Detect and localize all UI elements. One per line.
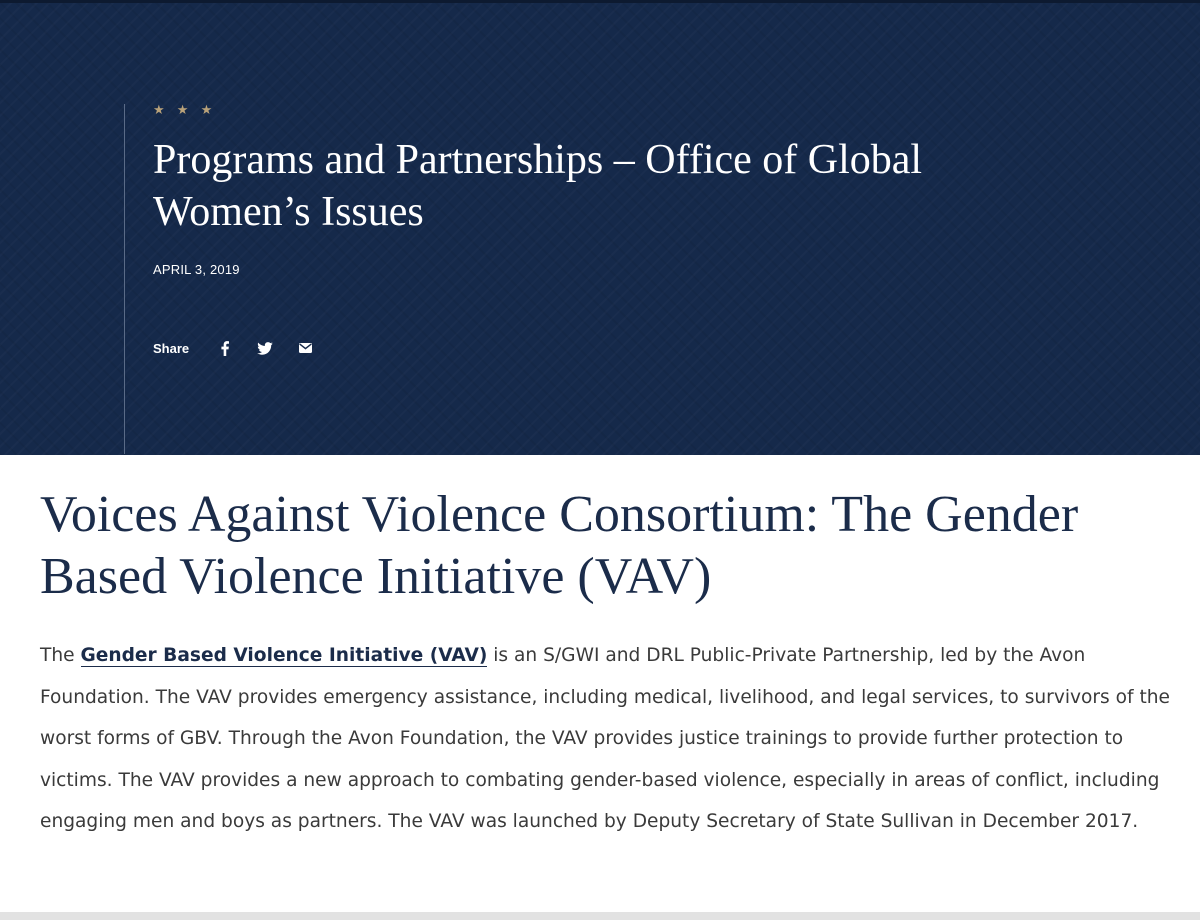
body-prefix: The — [40, 645, 81, 666]
top-border — [0, 0, 1200, 3]
email-icon[interactable] — [295, 338, 315, 358]
hero-banner — [0, 0, 1200, 455]
share-label: Share — [153, 340, 190, 356]
twitter-icon[interactable] — [255, 338, 275, 358]
body-text: is an S/GWI and DRL Public-Private Partnership, led by the Avon Foundation. The VAV provides emergency assistance, including medical, livelihood, and legal services, to survivors of the worst forms of GBV. Through the Avon Foundation, the VAV provides justice trainings to provide further protection to victims. The VAV provides a new approach to combating gender-based violence, especially in areas of conflict, including engaging men and boys as partners. The VAV was launched by Deputy Secretary of State Sullivan in December 2017. — [40, 645, 1170, 832]
page-title: Programs and Partnerships – Office of Global Women’s Issues — [153, 137, 923, 235]
share-bar — [153, 338, 335, 358]
vav-initiative-link[interactable]: Gender Based Violence Initiative (VAV) — [80, 645, 488, 666]
facebook-icon[interactable] — [215, 338, 235, 358]
article-heading: Voices Against Violence Consortium: The Gender Based Violence Initiative (VAV) — [40, 486, 1079, 605]
publish-date: APRIL 3, 2019 — [153, 262, 240, 277]
vertical-divider — [124, 104, 125, 454]
article-paragraph — [40, 635, 1175, 843]
footer-strip — [0, 912, 1200, 920]
stars-ornament: ★ ★ ★ — [153, 103, 217, 118]
